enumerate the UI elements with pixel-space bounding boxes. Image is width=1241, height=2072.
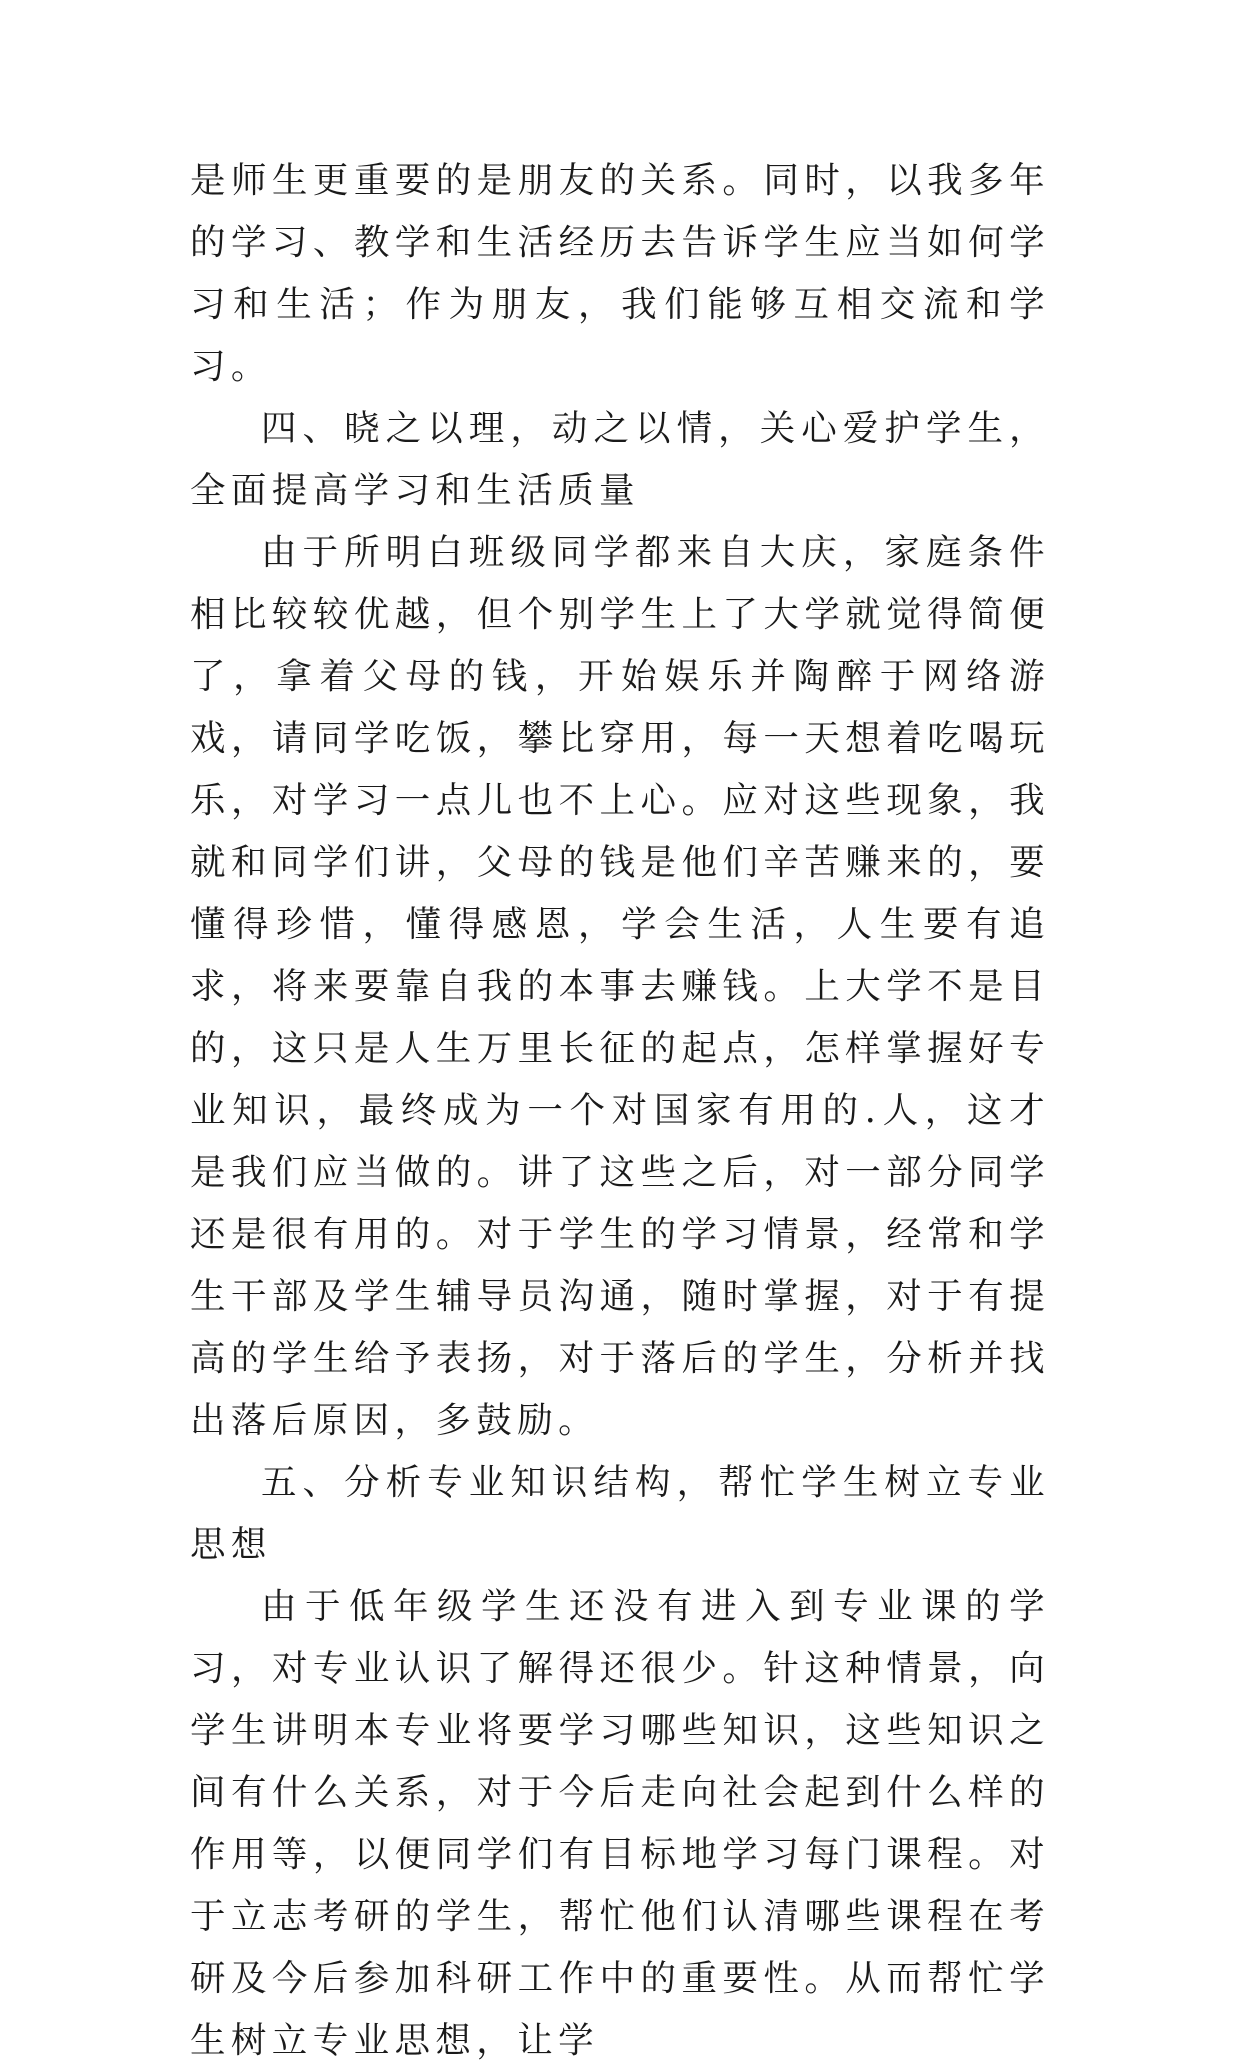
section-heading-four: 四、晓之以理，动之以情，关心爱护学生，全面提高学习和生活质量 [190,408,1050,511]
paragraph-continuation: 是师生更重要的是朋友的关系。同时，以我多年的学习、教学和生活经历去告诉学生应当如何学习和生活；作为朋友，我们能够互相交流和学习。 [190,160,1050,387]
document-body [190,150,1050,2072]
paragraph-section-five: 由于低年级学生还没有进入到专业课的学习，对专业认识了解得还很少。针这种情景，向学生讲明本专业将要学习哪些知识，这些知识之间有什么关系，对于今后走向社会起到什么样的作用等，以便同学们有目标地学习每门课程。对于立志考研的学生，帮忙他们认清哪些课程在考研及今后参加科研工作中的重要性。从而帮忙学生树立专业思想，让学 [190,1586,1050,2061]
section-heading-five: 五、分析专业知识结构，帮忙学生树立专业思想 [190,1462,1050,1565]
paragraph-section-four: 由于所明白班级同学都来自大庆，家庭条件相比较较优越，但个别学生上了大学就觉得简便了，拿着父母的钱，开始娱乐并陶醉于网络游戏，请同学吃饭，攀比穿用，每一天想着吃喝玩乐，对学习一点儿也不上心。应对这些现象，我就和同学们讲，父母的钱是他们辛苦赚来的，要懂得珍惜，懂得感恩，学会生活，人生要有追求，将来要靠自我的本事去赚钱。上大学不是目的，这只是人生万里长征的起点，怎样掌握好专业知识，最终成为一个对国家有用的.人，这才是我们应当做的。讲了这些之后，对一部分同学还是很有用的。对于学生的学习情景，经常和学生干部及学生辅导员沟通，随时掌握，对于有提高的学生给予表扬，对于落后的学生，分析并找出落后原因，多鼓励。 [190,532,1050,1441]
